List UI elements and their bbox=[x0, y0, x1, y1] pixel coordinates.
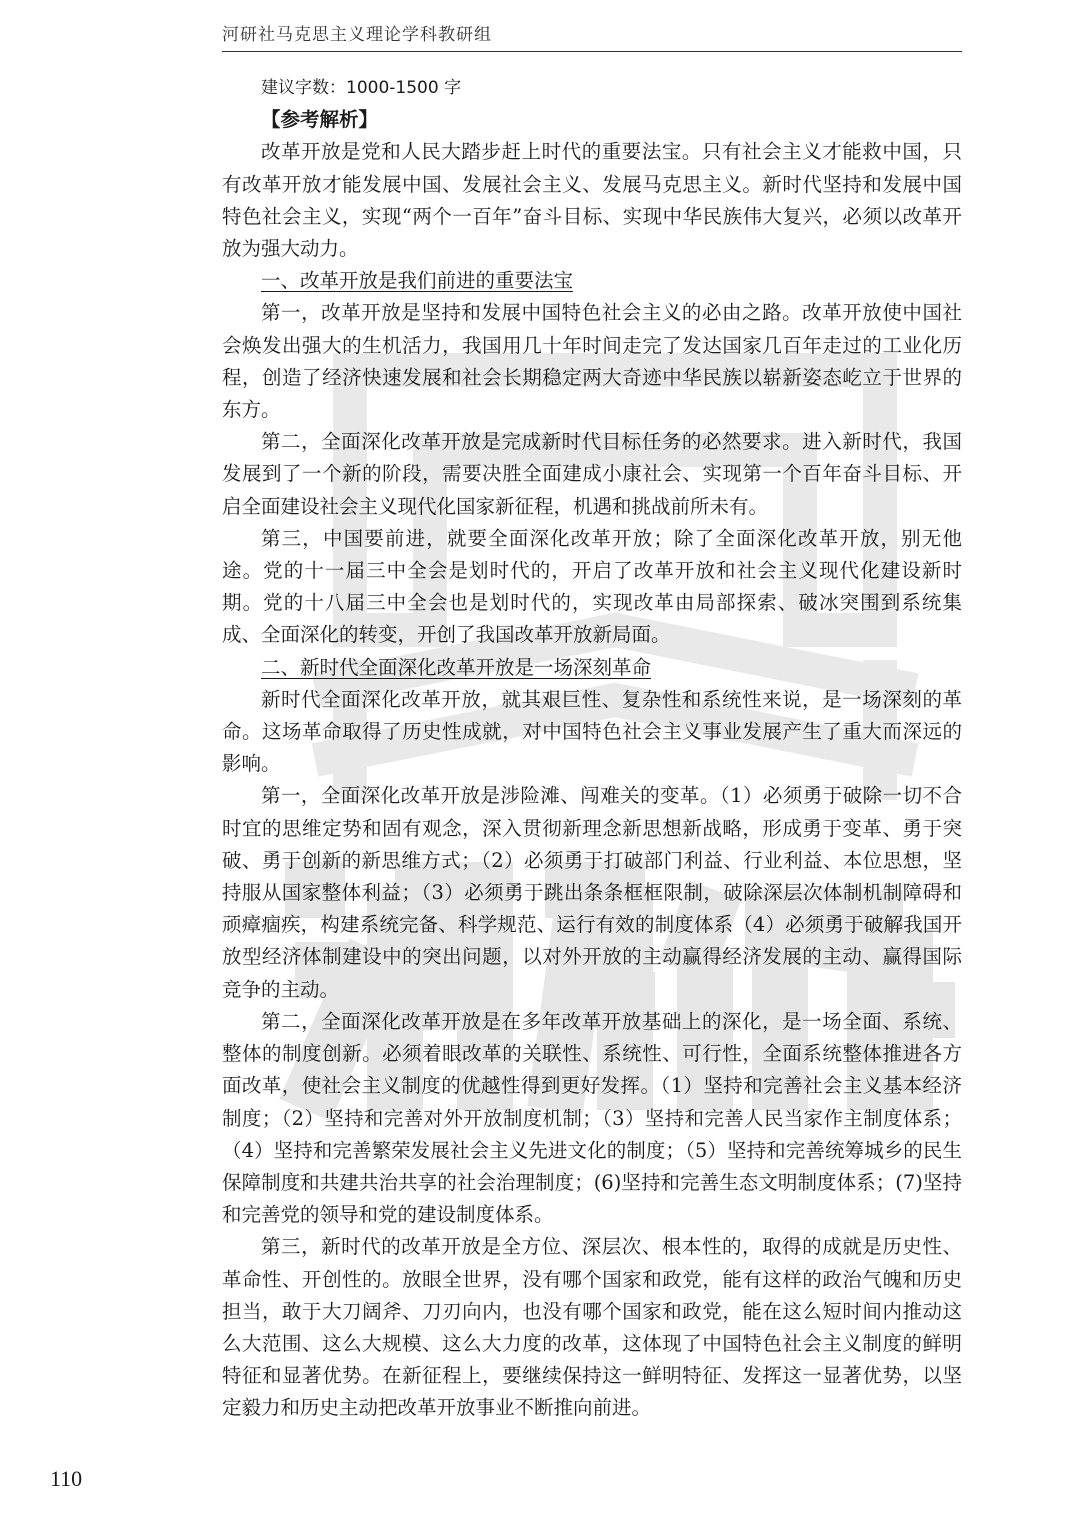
section1-point2: 第二，全面深化改革开放是完成新时代目标任务的必然要求。进入新时代，我国发展到了一个新的阶段，需要决胜全面建成小康社会、实现第一个百年奋斗目标、开启全面建设社会主义现代化国家新征程，机遇和挑战前所未有。 bbox=[222, 430, 962, 518]
section1-point1: 第一，改革开放是坚持和发展中国特色社会主义的必由之路。改革开放使中国社会焕发出强大的生机活力，我国用几十年时间走完了发达国家几百年走过的工业化历程，创造了经济快速发展和社会长期稳定两大奇迹中华民族以崭新姿态屹立于世界的东方。 bbox=[222, 301, 962, 422]
word-count-suggestion: 建议字数：1000-1500 字 bbox=[261, 78, 462, 98]
section2-intro: 新时代全面深化改革开放，就其艰巨性、复杂性和系统性来说，是一场深刻的革命。这场革命取得了历史性成就，对中国特色社会主义事业发展产生了重大而深远的影响。 bbox=[222, 687, 962, 776]
reference-analysis-label: 【参考解析】 bbox=[261, 108, 379, 132]
section1-point3: 第三，中国要前进，就要全面深化改革开放；除了全面深化改革开放，别无他途。党的十一届三中全会是划时代的，开启了改革开放和社会主义现代化建设新时期。党的十八届三中全会也是划时代的，实现改革由局部探索、破冰突围到系统集成、全面深化的转变，开创了我国改革开放新局面。 bbox=[222, 526, 962, 647]
intro-paragraph: 改革开放是党和人民大踏步赶上时代的重要法宝。只有社会主义才能救中国，只有改革开放才能发展中国、发展社会主义、发展马克思主义。新时代坚持和发展中国特色社会主义，实现“两个一百年”奋斗目标、实现中华民族伟大复兴，必须以改革开放为强大动力。 bbox=[222, 140, 962, 261]
page-header bbox=[222, 20, 962, 52]
document-body bbox=[222, 72, 962, 1425]
section-heading-2: 二、新时代全面深化改革开放是一场深刻革命 bbox=[261, 655, 652, 679]
section2-point3: 第三，新时代的改革开放是全方位、深层次、根本性的，取得的成就是历史性、革命性、开创性的。放眼全世界，没有哪个国家和政党，能有这样的政治气魄和历史担当，敢于大刀阔斧、刀刃向内，也没有哪个国家和政党，能在这么短时间内推动这么大范围、这么大规模、这么大力度的改革，这体现了中国特色社会主义制度的鲜明特征和显著优势。在新征程上，要继续保持这一鲜明特征、发挥这一显著优势，以坚定毅力和历史主动把改革开放事业不断推向前进。 bbox=[222, 1235, 962, 1420]
header-title: 河研社马克思主义理论学科教研组 bbox=[222, 25, 492, 45]
page-number: 110 bbox=[50, 1466, 83, 1491]
section2-point2: 第二，全面深化改革开放是在多年改革开放基础上的深化，是一场全面、系统、整体的制度创新。必须着眼改革的关联性、系统性、可行性，全面系统整体推进各方面改革，使社会主义制度的优越性得到更好发挥。（1）坚持和完善社会主义基本经济制度；（2）坚持和完善对外开放制度机制；（3）坚持和完善人民当家作主制度体系；（4）坚持和完善繁荣发展社会主义先进文化的制度；（5）坚持和完善统筹城乡的民生保障制度和共建共治共享的社会治理制度；(6)坚持和完善生态文明制度体系；(7)坚持和完善党的领导和党的建设制度体系。 bbox=[222, 1009, 962, 1227]
section-heading-1: 一、改革开放是我们前进的重要法宝 bbox=[261, 269, 574, 293]
section2-point1: 第一，全面深化改革开放是涉险滩、闯难关的变革。（1）必须勇于破除一切不合时宜的思维定势和固有观念，深入贯彻新理念新思想新战略，形成勇于变革、勇于突破、勇于创新的新思维方式；（2）必须勇于打破部门利益、行业利益、本位思想，坚持服从国家整体利益；（3）必须勇于跳出条条框框限制，破除深层次体制机制障碍和顽瘴痼疾，构建系统完备、科学规范、运行有效的制度体系（4）必须勇于破解我国开放型经济体制建设中的突出问题，以对外开放的主动赢得经济发展的主动、赢得国际竞争的主动。 bbox=[222, 784, 962, 1001]
